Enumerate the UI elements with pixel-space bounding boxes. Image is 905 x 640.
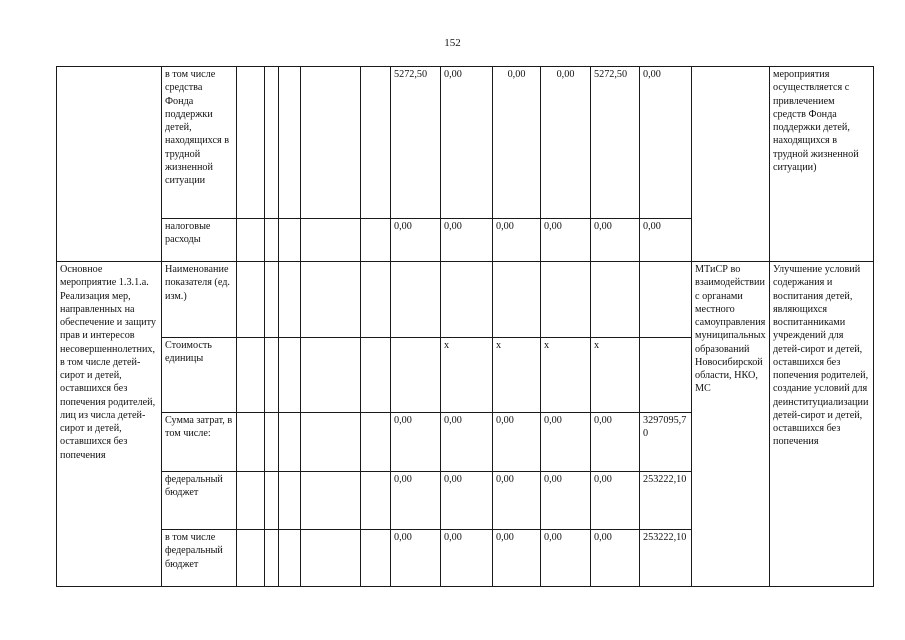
activity-name-cell: Основное мероприятие 1.3.1.а. Реализация мер, направленных на обеспечение и защиту прав и интересов несовершеннолетних, в том числе детей-сирот и детей, оставшихся без попечения родителей, лиц из числа детей-сирот и детей, оставшихся без попечения [57, 262, 162, 587]
value-cell: 0,00 [441, 530, 493, 587]
table-row [57, 262, 874, 338]
value-cell: 0,00 [640, 67, 692, 219]
value-cell: 0,00 [441, 413, 493, 472]
value-cell: 0,00 [391, 413, 441, 472]
value-cell: х [541, 338, 591, 413]
indicator-cell: налоговые расходы [162, 219, 237, 262]
result-cell: мероприятия осуществляется с привлечением средств Фонда поддержки детей, находящихся в трудной жизненной ситуации) [770, 67, 874, 262]
value-cell: 253222,10 [640, 472, 692, 530]
value-cell: 0,00 [640, 219, 692, 262]
table-row [57, 67, 874, 219]
value-cell: 0,00 [493, 472, 541, 530]
value-cell: 0,00 [493, 67, 541, 219]
indicator-cell: Сумма затрат, в том числе: [162, 413, 237, 472]
page-number: 152 [444, 37, 461, 49]
indicator-cell: в том числе федеральный бюджет [162, 530, 237, 587]
program-table [56, 66, 874, 587]
value-cell: 5272,50 [391, 67, 441, 219]
value-cell: 0,00 [541, 67, 591, 219]
value-cell: 253222,10 [640, 530, 692, 587]
value-cell: 0,00 [541, 413, 591, 472]
value-cell: х [441, 338, 493, 413]
value-cell: 0,00 [591, 530, 640, 587]
indicator-cell: федеральный бюджет [162, 472, 237, 530]
value-cell: 0,00 [391, 219, 441, 262]
value-cell: 5272,50 [591, 67, 640, 219]
value-cell: 0,00 [541, 472, 591, 530]
value-cell: х [493, 338, 541, 413]
indicator-cell: в том числе средства Фонда поддержки детей, находящихся в трудной жизненной ситуации [162, 67, 237, 219]
value-cell: 3297095,70 [640, 413, 692, 472]
value-cell: 0,00 [541, 530, 591, 587]
executor-cell: МТиСР во взаимодействии с органами местного самоуправления муниципальных образований Новосибирской области, НКО, МС [692, 262, 770, 587]
value-cell: 0,00 [591, 219, 640, 262]
value-cell: 0,00 [391, 472, 441, 530]
empty-activity-cell [57, 67, 162, 262]
value-cell: 0,00 [441, 219, 493, 262]
result-cell: Улучшение условий содержания и воспитания детей, являющихся воспитанниками учреждений для детей-сирот и детей, оставшихся без попечения родителей, создание условий для деинституциализации детей-сирот и детей, оставшихся без попечения [770, 262, 874, 587]
indicator-cell: Наименование показателя (ед. изм.) [162, 262, 237, 338]
value-cell: 0,00 [591, 472, 640, 530]
value-cell: 0,00 [493, 219, 541, 262]
value-cell: 0,00 [591, 413, 640, 472]
executor-cell [692, 67, 770, 262]
value-cell: 0,00 [541, 219, 591, 262]
value-cell: х [591, 338, 640, 413]
value-cell: 0,00 [493, 413, 541, 472]
indicator-cell: Стоимость единицы [162, 338, 237, 413]
value-cell: 0,00 [441, 472, 493, 530]
value-cell: 0,00 [493, 530, 541, 587]
value-cell: 0,00 [441, 67, 493, 219]
value-cell: 0,00 [391, 530, 441, 587]
